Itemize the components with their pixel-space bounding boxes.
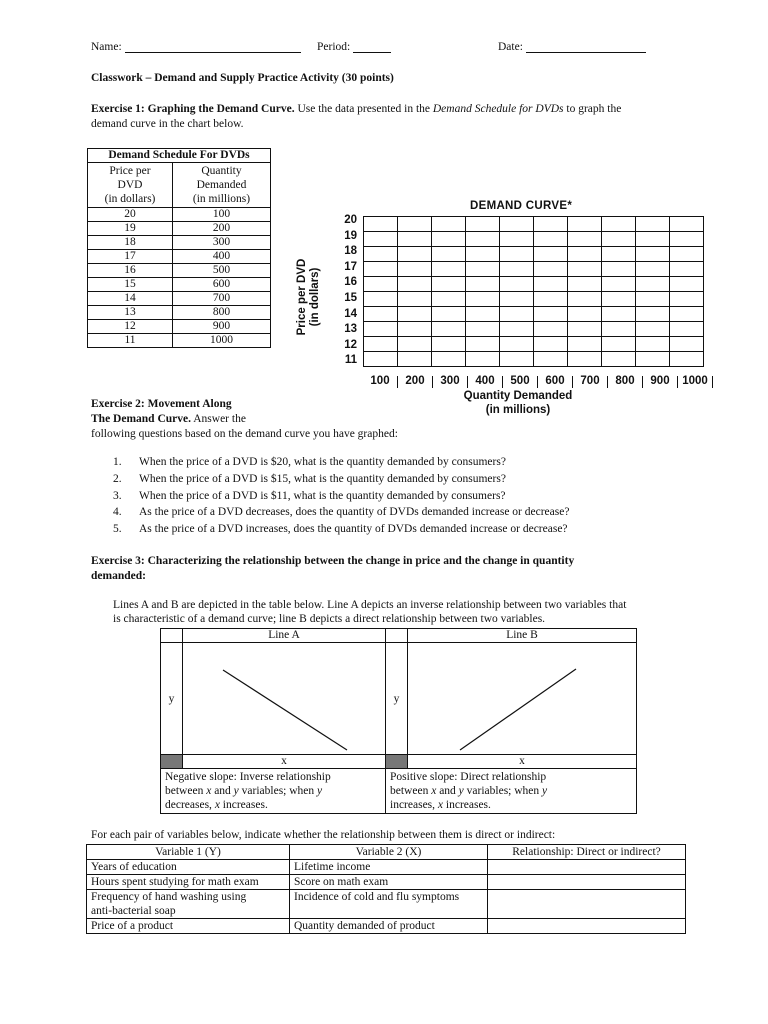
schedule-price-cell: 11 — [88, 334, 173, 348]
grid-cell[interactable] — [364, 232, 398, 247]
grid-cell[interactable] — [432, 322, 466, 337]
grid-cell[interactable] — [602, 277, 636, 292]
schedule-row — [88, 222, 271, 236]
y-tick-label: 19 — [344, 229, 357, 242]
x-tick-label: 700 — [580, 375, 600, 387]
question-number: 2. — [113, 472, 122, 485]
line-b-svg — [408, 643, 636, 754]
date-block — [498, 41, 646, 53]
schedule-price-cell: 16 — [88, 264, 173, 278]
question-number: 1. — [113, 456, 122, 468]
grid-cell[interactable] — [500, 217, 534, 232]
question-number: 4. — [113, 506, 122, 519]
grid-cell[interactable] — [466, 277, 500, 292]
grid-cell[interactable] — [364, 262, 398, 277]
schedule-price-cell: 20 — [88, 208, 173, 222]
line-b-description: Positive slope: Direct relationship between x and y variables; when y increases, x increases. — [386, 769, 637, 814]
grid-cell[interactable] — [432, 232, 466, 247]
question-text: When the price of a DVD is $20, what is the quantity demanded by consumers? — [139, 456, 506, 468]
grid-cell[interactable] — [364, 277, 398, 292]
header-line — [91, 41, 301, 53]
grid-row — [364, 217, 704, 232]
line-b-x-label: x — [408, 755, 637, 769]
grid-cell[interactable] — [568, 277, 602, 292]
schedule-quantity-cell: 200 — [173, 222, 271, 236]
page-title: Classwork – Demand and Supply Practice Activity (30 points) — [91, 72, 394, 84]
grid-cell[interactable] — [534, 337, 568, 352]
line-a-corner-shade — [161, 755, 183, 769]
question-item — [113, 488, 713, 505]
y-tick-label: 18 — [344, 245, 357, 258]
grid-cell[interactable] — [398, 337, 432, 352]
grid-cell[interactable] — [670, 352, 704, 367]
schedule-quantity-cell: 700 — [173, 292, 271, 306]
grid-cell[interactable] — [602, 292, 636, 307]
question-text: As the price of a DVD increases, does the quantity of DVDs demanded increase or decrease? — [139, 523, 568, 536]
grid-cell[interactable] — [602, 352, 636, 367]
line-a-description: Negative slope: Inverse relationship between x and y variables; when y decreases, x increases. — [161, 769, 386, 814]
y-tick-label: 13 — [344, 323, 357, 336]
x-tick-label: 500 — [510, 375, 530, 387]
grid-cell[interactable] — [636, 232, 670, 247]
grid-cell[interactable] — [432, 307, 466, 322]
chart-y-axis-title — [296, 244, 326, 354]
schedule-row — [88, 320, 271, 334]
grid-cell[interactable] — [534, 292, 568, 307]
exercise-1-intro: Exercise 1: Graphing the Demand Curve. Use the data presented in the Demand Schedule for DVDs to graph the demand curve in the chart below. — [91, 103, 622, 130]
question-text: As the price of a DVD decreases, does the quantity of DVDs demanded increase or decrease? — [139, 506, 570, 519]
question-text: When the price of a DVD is $11, what is the quantity demanded by consumers? — [139, 489, 506, 502]
grid-cell[interactable] — [364, 217, 398, 232]
grid-cell[interactable] — [398, 217, 432, 232]
grid-cell[interactable] — [500, 232, 534, 247]
grid-row — [364, 232, 704, 247]
schedule-price-cell: 18 — [88, 236, 173, 250]
x-tick-separator — [712, 376, 713, 388]
line-b-plot — [408, 643, 637, 755]
x-axis-label-1: Quantity Demanded — [463, 390, 573, 402]
grid-cell[interactable] — [432, 262, 466, 277]
rel-header-relationship: Relationship: Direct or indirect? — [488, 845, 686, 860]
exercise-3-intro: Lines A and B are depicted in the table below. Line A depicts an inverse relationship between two variables that is characteristic of a demand curve; line B depicts a direct relationship between two variables. — [113, 599, 627, 625]
grid-row — [364, 307, 704, 322]
demand-curve-grid[interactable] — [363, 216, 704, 367]
grid-cell[interactable] — [534, 247, 568, 262]
grid-cell[interactable] — [500, 292, 534, 307]
grid-cell[interactable] — [534, 277, 568, 292]
grid-row — [364, 337, 704, 352]
x-tick-label: 400 — [475, 375, 495, 387]
schedule-quantity-cell: 100 — [173, 208, 271, 222]
grid-row — [364, 292, 704, 307]
period-block — [317, 41, 391, 53]
schedule-title: Demand Schedule For DVDs — [88, 149, 271, 163]
grid-cell[interactable] — [636, 262, 670, 277]
grid-cell[interactable] — [636, 217, 670, 232]
grid-cell[interactable] — [670, 232, 704, 247]
grid-cell[interactable] — [364, 307, 398, 322]
grid-cell[interactable] — [466, 262, 500, 277]
grid-cell[interactable] — [670, 262, 704, 277]
question-text: When the price of a DVD is $15, what is the quantity demanded by consumers? — [139, 472, 506, 485]
line-b-y-label: y — [386, 643, 408, 755]
grid-row — [364, 247, 704, 262]
grid-cell[interactable] — [398, 307, 432, 322]
lines-table — [160, 628, 637, 814]
schedule-row — [88, 334, 271, 348]
grid-cell[interactable] — [432, 352, 466, 367]
grid-row — [364, 262, 704, 277]
chart-x-ticks — [363, 375, 715, 389]
x-axis-label-2: (in millions) — [485, 404, 551, 416]
grid-cell[interactable] — [670, 322, 704, 337]
line-a-svg — [183, 643, 385, 754]
schedule-price-cell: 12 — [88, 320, 173, 334]
grid-cell[interactable] — [568, 292, 602, 307]
rel-row-1-answer[interactable] — [488, 860, 686, 875]
relationship-intro: For each pair of variables below, indicate whether the relationship between them is direct or indirect: — [91, 829, 556, 841]
x-tick-label: 300 — [440, 375, 460, 387]
grid-cell[interactable] — [398, 232, 432, 247]
grid-cell[interactable] — [636, 277, 670, 292]
demand-schedule-table — [87, 148, 271, 348]
chart-title: DEMAND CURVE* — [470, 200, 573, 212]
grid-cell[interactable] — [568, 352, 602, 367]
grid-cell[interactable] — [602, 337, 636, 352]
grid-cell[interactable] — [534, 217, 568, 232]
grid-cell[interactable] — [500, 352, 534, 367]
rel-row-2-var2: Score on math exam — [290, 875, 488, 890]
grid-cell[interactable] — [500, 262, 534, 277]
question-item — [113, 471, 713, 488]
grid-cell[interactable] — [432, 217, 466, 232]
grid-cell[interactable] — [568, 232, 602, 247]
question-item — [113, 454, 713, 471]
grid-cell[interactable] — [432, 247, 466, 262]
question-item — [113, 521, 713, 538]
x-tick-label: 100 — [370, 375, 390, 387]
grid-cell[interactable] — [500, 337, 534, 352]
x-tick-label: 200 — [405, 375, 425, 387]
grid-cell[interactable] — [568, 337, 602, 352]
period-field[interactable] — [353, 41, 391, 53]
grid-cell[interactable] — [466, 337, 500, 352]
line-b-corner-shade — [386, 755, 408, 769]
y-tick-label: 11 — [344, 354, 357, 367]
schedule-row — [88, 264, 271, 278]
grid-row — [364, 352, 704, 367]
schedule-row — [88, 208, 271, 222]
grid-cell[interactable] — [636, 322, 670, 337]
question-item — [113, 504, 713, 521]
grid-cell[interactable] — [670, 247, 704, 262]
y-tick-label: 20 — [344, 214, 357, 226]
grid-cell[interactable] — [500, 307, 534, 322]
grid-cell[interactable] — [398, 247, 432, 262]
y-axis-label-2: (in dollars) — [309, 267, 321, 327]
grid-cell[interactable] — [432, 337, 466, 352]
question-number: 5. — [113, 523, 122, 536]
grid-cell[interactable] — [636, 292, 670, 307]
grid-cell[interactable] — [670, 337, 704, 352]
schedule-row — [88, 278, 271, 292]
grid-cell[interactable] — [398, 352, 432, 367]
schedule-row — [88, 306, 271, 320]
line-a-plot — [183, 643, 386, 755]
grid-cell[interactable] — [466, 292, 500, 307]
schedule-row — [88, 250, 271, 264]
exercise-3-heading: Exercise 3: Characterizing the relationship between the change in price and the change in quantity demanded: — [91, 555, 575, 582]
grid-cell[interactable] — [364, 337, 398, 352]
rel-row-2-var1: Hours spent studying for math exam — [87, 875, 290, 890]
grid-cell[interactable] — [500, 322, 534, 337]
grid-cell[interactable] — [602, 217, 636, 232]
grid-cell[interactable] — [432, 292, 466, 307]
grid-cell[interactable] — [364, 352, 398, 367]
grid-cell[interactable] — [568, 247, 602, 262]
grid-cell[interactable] — [670, 292, 704, 307]
schedule-quantity-cell: 600 — [173, 278, 271, 292]
x-tick-label: 800 — [615, 375, 635, 387]
rel-row-4-var1: Price of a product — [87, 919, 290, 934]
grid-cell[interactable] — [398, 292, 432, 307]
y-tick-label: 14 — [344, 307, 357, 320]
grid-cell[interactable] — [636, 307, 670, 322]
schedule-quantity-cell: 300 — [173, 236, 271, 250]
grid-cell[interactable] — [432, 277, 466, 292]
rel-row-4-var2: Quantity demanded of product — [290, 919, 488, 934]
grid-row — [364, 322, 704, 337]
grid-cell[interactable] — [602, 232, 636, 247]
grid-cell[interactable] — [568, 217, 602, 232]
grid-cell[interactable] — [636, 352, 670, 367]
grid-cell[interactable] — [534, 232, 568, 247]
schedule-price-cell: 17 — [88, 250, 173, 264]
rel-header-var1: Variable 1 (Y) — [87, 845, 290, 860]
grid-cell[interactable] — [364, 292, 398, 307]
grid-row — [364, 277, 704, 292]
grid-cell[interactable] — [568, 307, 602, 322]
grid-cell[interactable] — [670, 217, 704, 232]
line-b-positive-slope — [460, 669, 576, 750]
line-b-title: Line B — [408, 629, 637, 643]
chart-y-ticks — [335, 214, 359, 374]
grid-cell[interactable] — [466, 322, 500, 337]
grid-cell[interactable] — [398, 277, 432, 292]
rel-row-3-var1: Frequency of hand washing using anti-bacterial soap — [87, 890, 290, 919]
y-tick-label: 12 — [344, 338, 357, 351]
rel-row-1-var2: Lifetime income — [290, 860, 488, 875]
rel-row-4-answer[interactable] — [488, 919, 686, 934]
schedule-price-cell: 14 — [88, 292, 173, 306]
grid-cell[interactable] — [602, 262, 636, 277]
grid-cell[interactable] — [568, 322, 602, 337]
rel-row-2-answer[interactable] — [488, 875, 686, 890]
name-field[interactable] — [125, 41, 301, 53]
schedule-quantity-cell: 500 — [173, 264, 271, 278]
y-tick-label: 16 — [344, 276, 357, 289]
chart-x-axis-title — [440, 389, 596, 417]
schedule-col1-header: Price per DVD (in dollars) — [88, 163, 173, 208]
grid-cell[interactable] — [636, 247, 670, 262]
rel-row-3-answer[interactable] — [488, 890, 686, 919]
schedule-price-cell: 19 — [88, 222, 173, 236]
grid-cell[interactable] — [500, 247, 534, 262]
grid-cell[interactable] — [466, 247, 500, 262]
grid-cell[interactable] — [534, 352, 568, 367]
grid-cell[interactable] — [466, 232, 500, 247]
x-tick-label: 600 — [545, 375, 565, 387]
schedule-quantity-cell: 800 — [173, 306, 271, 320]
line-a-x-label: x — [183, 755, 386, 769]
exercise-2-questions — [113, 454, 713, 538]
grid-cell[interactable] — [602, 247, 636, 262]
grid-cell[interactable] — [364, 322, 398, 337]
grid-cell[interactable] — [364, 247, 398, 262]
schedule-quantity-cell: 400 — [173, 250, 271, 264]
rel-header-var2: Variable 2 (X) — [290, 845, 488, 860]
grid-cell[interactable] — [670, 277, 704, 292]
schedule-quantity-cell: 1000 — [173, 334, 271, 348]
grid-cell[interactable] — [534, 307, 568, 322]
grid-cell[interactable] — [398, 262, 432, 277]
period-label: Period: — [317, 41, 351, 53]
name-label: Name: — [91, 41, 122, 53]
grid-cell[interactable] — [670, 307, 704, 322]
schedule-row — [88, 236, 271, 250]
y-tick-label: 15 — [344, 292, 357, 304]
y-axis-label-1: Price per DVD — [296, 258, 308, 336]
date-label: Date: — [498, 41, 523, 53]
x-tick-label: 1000 — [682, 375, 708, 387]
schedule-quantity-cell: 900 — [173, 320, 271, 334]
grid-cell[interactable] — [398, 322, 432, 337]
question-number: 3. — [113, 489, 122, 502]
line-a-title: Line A — [183, 629, 386, 643]
schedule-price-cell: 15 — [88, 278, 173, 292]
rel-row-1-var1: Years of education — [87, 860, 290, 875]
relationship-table — [86, 844, 686, 934]
y-tick-label: 17 — [344, 260, 357, 273]
grid-cell[interactable] — [466, 307, 500, 322]
exercise-2-intro: Exercise 2: Movement Along The Demand Curve. Answer the following questions based on the demand curve you have graphed: — [91, 398, 398, 440]
grid-cell[interactable] — [534, 262, 568, 277]
x-tick-label: 900 — [650, 375, 670, 387]
schedule-row — [88, 292, 271, 306]
date-field[interactable] — [526, 41, 646, 53]
grid-cell[interactable] — [466, 352, 500, 367]
grid-cell[interactable] — [602, 322, 636, 337]
grid-cell[interactable] — [500, 277, 534, 292]
grid-cell[interactable] — [466, 217, 500, 232]
schedule-col2-header: Quantity Demanded (in millions) — [173, 163, 271, 208]
line-a-y-label: y — [161, 643, 183, 755]
schedule-price-cell: 13 — [88, 306, 173, 320]
grid-cell[interactable] — [636, 337, 670, 352]
grid-cell[interactable] — [602, 307, 636, 322]
grid-cell[interactable] — [534, 322, 568, 337]
grid-cell[interactable] — [568, 262, 602, 277]
rel-row-3-var2: Incidence of cold and flu symptoms — [290, 890, 488, 919]
line-a-negative-slope — [223, 670, 347, 750]
